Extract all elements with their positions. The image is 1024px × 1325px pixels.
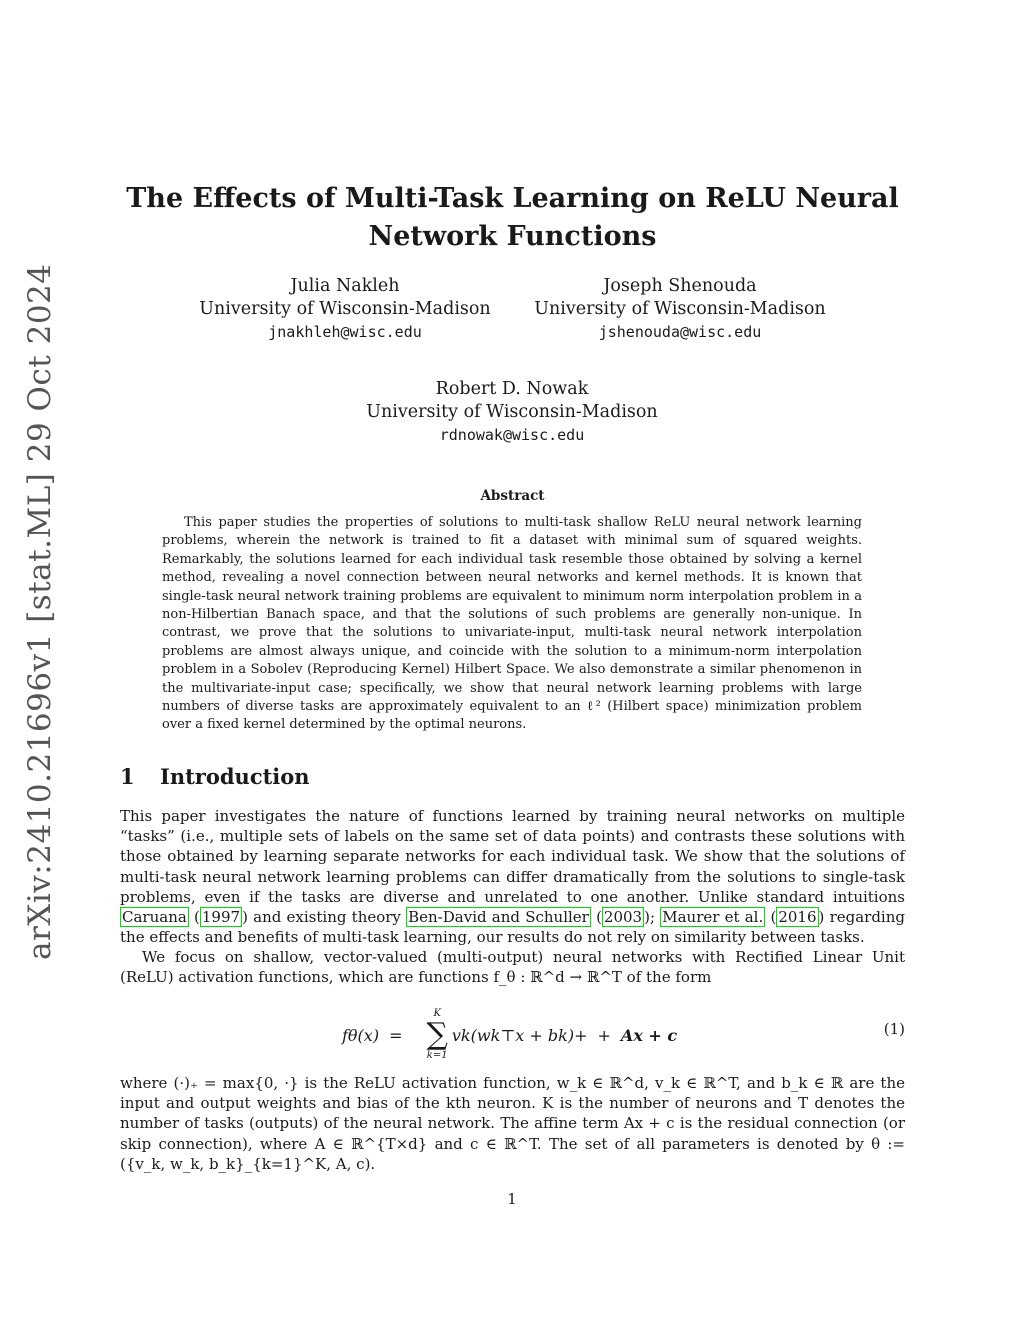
equation-skip-term: Ax + c xyxy=(620,1025,678,1045)
author-affiliation: University of Wisconsin-Madison xyxy=(534,299,826,319)
summation-upper-limit: K xyxy=(433,1008,441,1019)
summation xyxy=(426,1008,447,1062)
author-affiliation: University of Wisconsin-Madison xyxy=(199,299,491,319)
abstract-heading: Abstract xyxy=(480,488,545,504)
equation-block xyxy=(120,1000,905,1060)
paragraph-text: and existing theory xyxy=(247,908,407,927)
intro-paragraph: We focus on shallow, vector-valued (multi-output) neural networks with Rectified Linear Unit (ReLU) activation functions, which are functions f_θ : ℝ^d → ℝ^T of the form xyxy=(120,948,905,987)
summation-lower-limit: k=1 xyxy=(426,1050,448,1061)
citation-separator: ; xyxy=(649,908,661,927)
citation-year-link[interactable]: 2003 xyxy=(603,908,643,927)
equation-number: (1) xyxy=(883,1020,905,1038)
citation-year-link[interactable]: 2016 xyxy=(778,908,817,927)
section-heading xyxy=(120,764,310,789)
section-number: 1 xyxy=(120,764,135,789)
page-number: 1 xyxy=(507,1190,517,1208)
citation-link[interactable]: Maurer et al. xyxy=(662,908,764,927)
author-name: Julia Nakleh xyxy=(290,276,400,296)
author-block xyxy=(520,275,840,344)
summation-symbol: ∑ xyxy=(426,1017,448,1052)
equation-equals: = xyxy=(389,1025,403,1045)
paper-title: The Effects of Multi-Task Learning on ReLU Neural Network Functions xyxy=(126,183,899,252)
equation-plus: + xyxy=(597,1025,611,1045)
paragraph-text: regarding the effects and benefits of multi-task learning, our results do not rely on similarity between tasks. xyxy=(120,908,905,947)
author-block xyxy=(185,275,505,344)
abstract-text: This paper studies the properties of solutions to multi-task shallow ReLU neural network learning problems, wherein the network is trained to fit a dataset with minimal sum of squared weights. Remarkably, the solutions learned for each individual task resemble those obtained by solving a kernel method, revealing a novel connection between neural networks and kernel methods. It is known that single-task neural network training problems are equivalent to minimum norm interpolation problem in a non-Hilbertian Banach space, and that the solutions of such problems are generally non-unique. In contrast, we prove that the solutions to univariate-input, multi-task neural network interpolation problems are almost always unique, and coincide with the solution to a minimum-norm interpolation problem in a Sobolev (Reproducing Kernel) Hilbert Space. We also demonstrate a similar phenomenon in the multivariate-input case; specifically, we show that neural network learning problems with large numbers of diverse tasks are approximately equivalent to an ℓ² (Hilbert space) minimization problem over a fixed kernel determined by the optimal neurons. xyxy=(162,515,862,733)
intro-paragraph: where (·)₊ = max{0, ·} is the ReLU activation function, w_k ∈ ℝ^d, v_k ∈ ℝ^T, and b_k ∈ ℝ are the input and output weights and bias of the kth neuron. K is the number of neurons and T denotes the number of tasks (outputs) of the neural network. The affine term Ax + c is the residual connection (or skip connection), where A ∈ ℝ^{T×d} and c ∈ ℝ^T. The set of all parameters is denoted by θ := ({v_k, w_k, b_k}_{k=1}^K, A, c). xyxy=(120,1074,905,1173)
author-name: Robert D. Nowak xyxy=(435,379,589,399)
author-affiliation: University of Wisconsin-Madison xyxy=(366,402,658,422)
citation-link[interactable]: Ben-David and Schuller xyxy=(408,908,589,927)
citation-link[interactable]: Caruana xyxy=(122,908,187,927)
paragraph-text: This paper investigates the nature of functions learned by training neural networks on multiple “tasks” (i.e., multiple sets of labels on the same set of data points) and contrasts these solutions with those obtained by learning separate networks for each individual task. We show that the solutions of multi-task neural network learning problems can differ dramatically from the solutions to single-task problems, even if the tasks are diverse and unrelated to one another. Unlike standard intuitions xyxy=(120,807,905,906)
author-email[interactable]: jnakhleh@wisc.edu xyxy=(268,323,422,341)
arxiv-identifier: arXiv:2410.21696v1 [stat.ML] 29 Oct 2024 xyxy=(22,263,58,960)
author-email[interactable]: rdnowak@wisc.edu xyxy=(439,426,585,444)
intro-paragraph: This paper investigates the nature of functions learned by training neural networks on multiple “tasks” (i.e., multiple sets of labels on the same set of data points) and contrasts these solutions with those obtained by learning separate networks for each individual task. We show that the solutions of multi-task neural network learning problems can differ dramatically from the solutions to single-task problems, even if the tasks are diverse and unrelated to one another. Unlike standard intuitions Caruana ( 1997 ) and existing theory Ben-David and Schuller ( 2003 ); Maurer et al. ( 2016 ) regarding the effects and benefits of multi-task learning, our results do not rely on similarity between tasks. xyxy=(120,807,905,947)
author-name: Joseph Shenouda xyxy=(603,276,757,296)
equation-lhs: fθ(x) xyxy=(342,1025,380,1045)
equation-term: vk(wk⊤x + bk)+ xyxy=(451,1025,588,1045)
author-email[interactable]: jshenouda@wisc.edu xyxy=(598,323,762,341)
equation-body xyxy=(342,1008,677,1062)
author-block xyxy=(352,378,672,447)
section-title: Introduction xyxy=(160,764,310,789)
citation-year-link[interactable]: 1997 xyxy=(201,908,241,927)
